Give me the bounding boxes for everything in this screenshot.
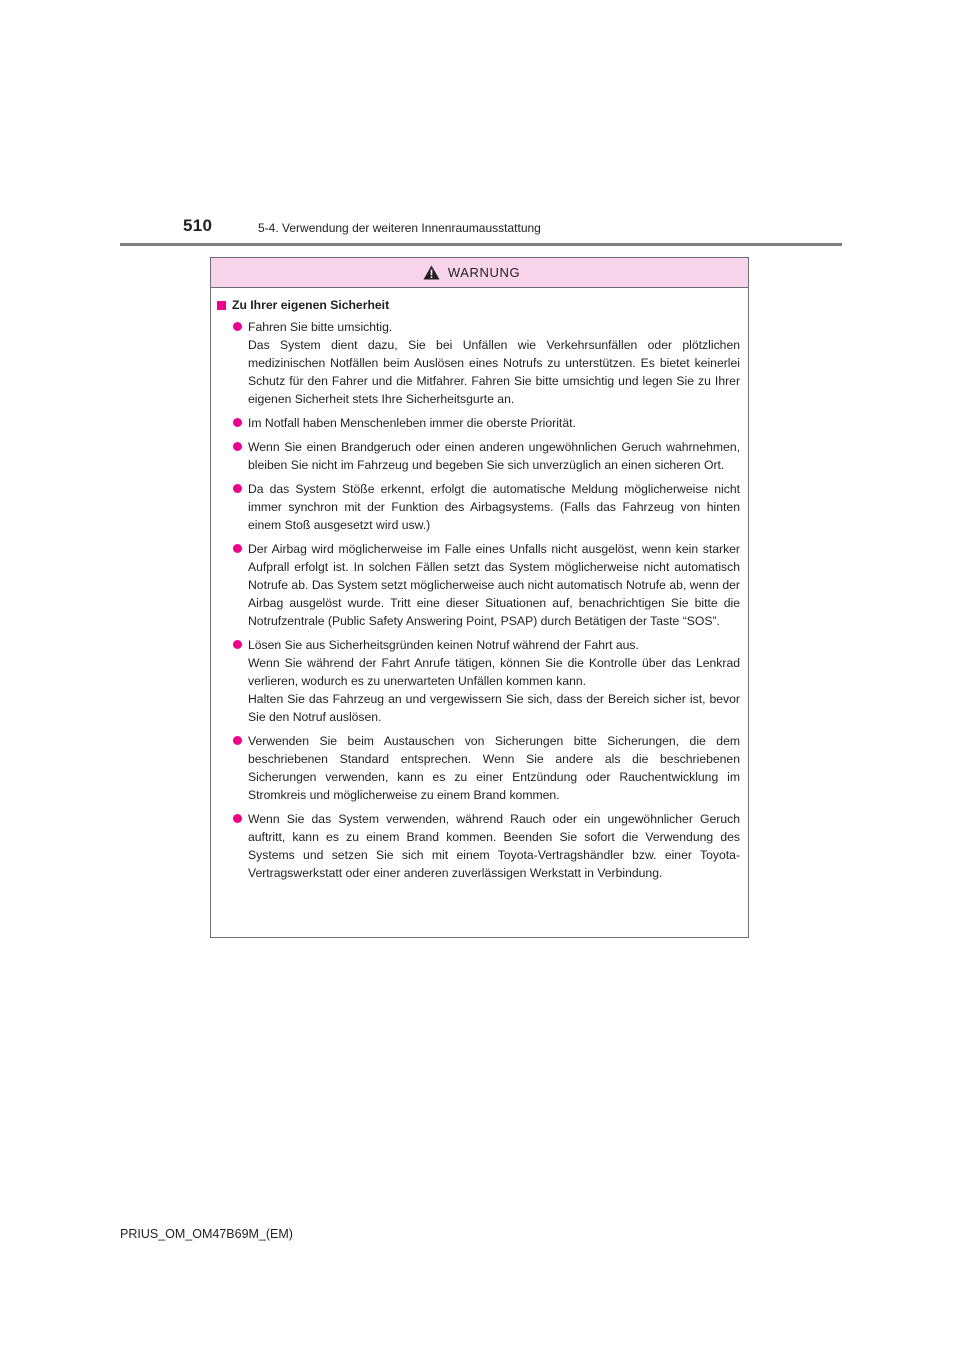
square-bullet-icon: [217, 301, 226, 310]
warning-triangle-icon: [423, 265, 440, 280]
warning-list-item: [233, 810, 740, 882]
warning-subheading: [216, 298, 740, 312]
dot-bullet-icon: [233, 322, 242, 331]
document-code: PRIUS_OM_OM47B69M_(EM): [120, 1227, 293, 1241]
dot-bullet-icon: [233, 544, 242, 553]
warning-body: [211, 288, 748, 882]
item-text: Da das System Stöße erkennt, erfolgt die automatische Meldung möglicherweise nicht immer synchron mit der Funktion des Airbagsystems. (Falls das Fahrzeug von hinten einem Stoß ausgesetzt wird usw.): [248, 482, 740, 532]
header-divider: [120, 243, 842, 246]
item-text: Der Airbag wird möglicherweise im Falle eines Unfalls nicht ausgelöst, wenn kein starker Aufprall erfolgt ist. In solchen Fällen setzt das System möglicherweise nicht automatisch Notrufe ab. Das System setzt möglicherweise auch nicht automatisch Notrufe ab, wenn der Airbag ausgelöst wurde. Tritt eine dieser Situationen auf, benachrichtigen Sie bitte die Notrufzentrale (Public Safety Answering Point, PSAP) durch Betätigen der Taste “SOS”.: [248, 542, 740, 628]
item-text: Lösen Sie aus Sicherheitsgründen keinen Notruf während der Fahrt aus.: [248, 638, 639, 652]
item-text: Wenn Sie einen Brandgeruch oder einen anderen ungewöhnlichen Geruch wahrnehmen, bleiben Sie nicht im Fahrzeug und begeben Sie sich unverzüglich an einen sicheren Ort.: [248, 440, 740, 472]
warning-list: [216, 318, 740, 882]
warning-list-item: [233, 438, 740, 474]
dot-bullet-icon: [233, 418, 242, 427]
section-title: 5-4. Verwendung der weiteren Innenraumausstattung: [258, 221, 541, 235]
dot-bullet-icon: [233, 442, 242, 451]
item-text: Wenn Sie das System verwenden, während Rauch oder ein ungewöhnlicher Geruch auftritt, kann es zu einem Brand kommen. Beenden Sie sofort die Verwendung des Systems und setzen Sie sich mit einem Toyota-Vertragshändler bzw. einer Toyota-Vertragswerkstatt oder einer anderen zuverlässigen Werkstatt in Verbindung.: [248, 812, 740, 880]
dot-bullet-icon: [233, 736, 242, 745]
item-text: Im Notfall haben Menschenleben immer die oberste Priorität.: [248, 416, 576, 430]
dot-bullet-icon: [233, 640, 242, 649]
warning-box: [210, 257, 749, 938]
item-text: Fahren Sie bitte umsichtig.: [248, 320, 393, 334]
warning-list-item: [233, 540, 740, 630]
item-text: Verwenden Sie beim Austauschen von Sicherungen bitte Sicherungen, die dem beschriebenen Standard entsprechen. Wenn Sie andere als die beschriebenen Sicherungen verwenden, kann es zu einer Entzündung oder Rauchentwicklung im Stromkreis und möglicherweise zu einem Brand kommen.: [248, 734, 740, 802]
warning-list-item: [233, 636, 740, 726]
page-number: 510: [183, 216, 213, 235]
item-text: Halten Sie das Fahrzeug an und vergewissern Sie sich, dass der Bereich sicher ist, bevor Sie den Notruf auslösen.: [248, 692, 740, 724]
warning-list-item: [233, 414, 740, 432]
warning-list-item: [233, 732, 740, 804]
item-text: Das System dient dazu, Sie bei Unfällen wie Verkehrsunfällen oder plötzlichen medizinischen Notfällen beim Auslösen eines Notrufs zu unterstützen. Es bietet keinerlei Schutz für den Fahrer und die Mitfahrer. Fahren Sie bitte umsichtig und legen Sie zu Ihrer eigenen Sicherheit stets Ihre Sicherheitsgurte an.: [248, 338, 740, 406]
dot-bullet-icon: [233, 484, 242, 493]
warning-list-item: [233, 318, 740, 408]
warning-title: WARNUNG: [447, 265, 521, 280]
warning-header: [211, 258, 748, 288]
item-text: Wenn Sie während der Fahrt Anrufe tätigen, können Sie die Kontrolle über das Lenkrad verlieren, wodurch es zu unerwarteten Unfällen kommen kann.: [248, 656, 740, 688]
warning-list-item: [233, 480, 740, 534]
warning-subheading-text: Zu Ihrer eigenen Sicherheit: [232, 298, 390, 312]
dot-bullet-icon: [233, 814, 242, 823]
